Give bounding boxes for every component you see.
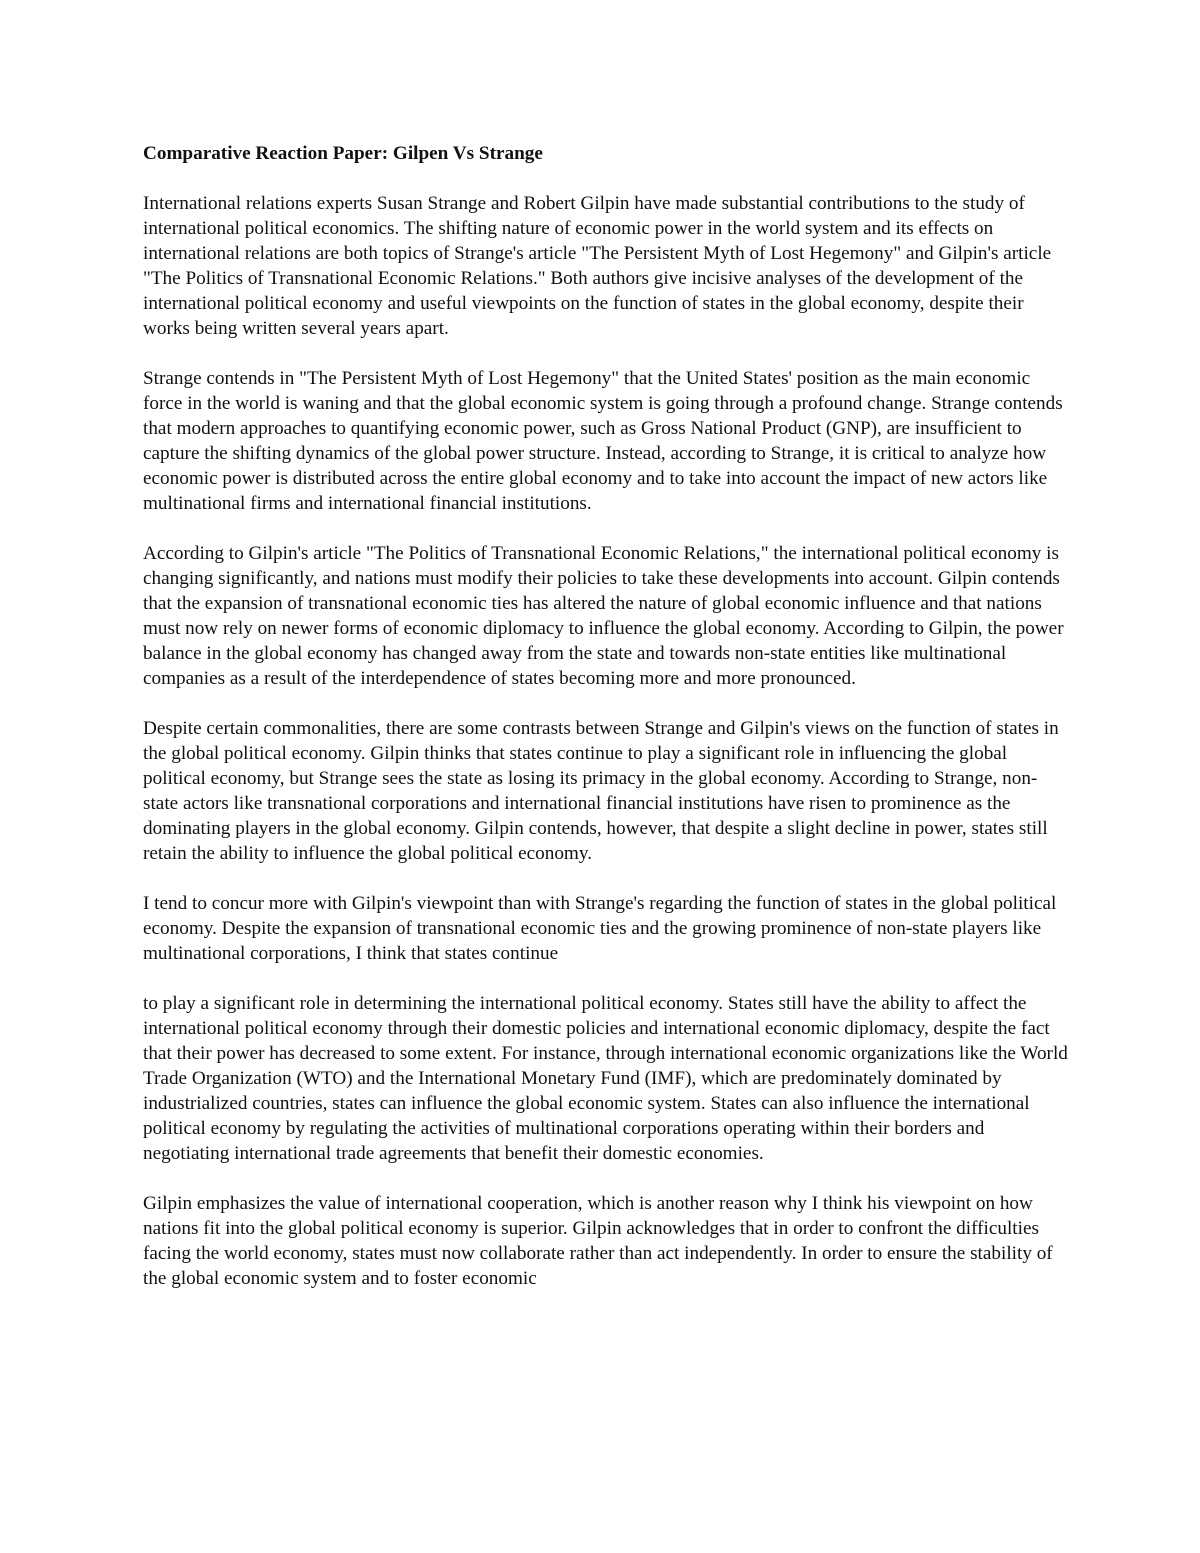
paragraph-4: Despite certain commonalities, there are some contrasts between Strange and Gilpin's views on the function of states in the global political economy. Gilpin thinks that states continue to play a significant role in influencing the global political economy, but Strange sees the state as losing its primacy in the global economy. According to Strange, non-state actors like transnational corporations and international financial institutions have risen to prominence as the dominating players in the global economy. Gilpin contends, however, that despite a slight decline in power, states still retain the ability to influence the global political economy. — [143, 718, 1059, 864]
document-title: Comparative Reaction Paper: Gilpen Vs Strange — [143, 143, 543, 164]
paragraph-3: According to Gilpin's article "The Politics of Transnational Economic Relations," the international political economy is changing significantly, and nations must modify their policies to take these developments into account. Gilpin contends that the expansion of transnational economic ties has altered the nature of global economic influence and that nations must now rely on newer forms of economic diplomacy to influence the global economy. According to Gilpin, the power balance in the global economy has changed away from the state and towards non-state entities like multinational companies as a result of the interdependence of states becoming more and more pronounced. — [143, 543, 1064, 689]
document-body — [143, 141, 1068, 1316]
paragraph-1: International relations experts Susan Strange and Robert Gilpin have made substantial contributions to the study of international political economics. The shifting nature of economic power in the world system and its effects on international relations are both topics of Strange's article "The Persistent Myth of Lost Hegemony" and Gilpin's article "The Politics of Transnational Economic Relations." Both authors give incisive analyses of the development of the international political economy and useful viewpoints on the function of states in the global economy, despite their works being written several years apart. — [143, 193, 1052, 339]
paragraph-2: Strange contends in "The Persistent Myth of Lost Hegemony" that the United States' position as the main economic force in the world is waning and that the global economic system is going through a profound change. Strange contends that modern approaches to quantifying economic power, such as Gross National Product (GNP), are insufficient to capture the shifting dynamics of the global power structure. Instead, according to Strange, it is critical to analyze how economic power is distributed across the entire global economy and to take into account the impact of new actors like multinational firms and international financial institutions. — [143, 368, 1063, 514]
paragraph-7: Gilpin emphasizes the value of international cooperation, which is another reason why I think his viewpoint on how nations fit into the global political economy is superior. Gilpin acknowledges that in order to confront the difficulties facing the world economy, states must now collaborate rather than act independently. In order to ensure the stability of the global economic system and to foster economic — [143, 1193, 1053, 1289]
paragraph-6: to play a significant role in determining the international political economy. States still have the ability to affect the international political economy through their domestic policies and international economic diplomacy, despite the fact that their power has decreased to some extent. For instance, through international economic organizations like the World Trade Organization (WTO) and the International Monetary Fund (IMF), which are predominately dominated by industrialized countries, states can influence the global economic system. States can also influence the international political economy by regulating the activities of multinational corporations operating within their borders and negotiating international trade agreements that benefit their domestic economies. — [143, 993, 1068, 1164]
paragraph-5: I tend to concur more with Gilpin's viewpoint than with Strange's regarding the function of states in the global political economy. Despite the expansion of transnational economic ties and the growing prominence of non-state players like multinational corporations, I think that states continue — [143, 893, 1057, 964]
